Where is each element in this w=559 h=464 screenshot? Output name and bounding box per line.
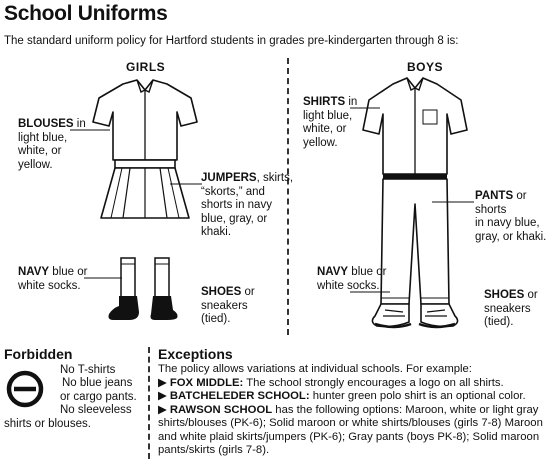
boys-socks-pointer — [350, 290, 390, 300]
boys-pants-label: PANTS or shorts in navy blue, gray, or khaki. — [475, 190, 547, 243]
exception-rawson-line-3: and white plaid skirts/jumpers (PK-6); Gray pants (boys PK-8); Solid maroon — [158, 430, 540, 443]
boys-socks-label: NAVY blue or white socks. — [317, 266, 387, 292]
girls-socks-label: NAVY blue or white socks. — [18, 266, 88, 292]
page-title: School Uniforms — [4, 2, 168, 25]
exception-rawson-line-4: pants/skirts (girls 7-8). — [158, 444, 270, 456]
forbidden-line-1: No T-shirts — [60, 364, 116, 376]
exception-batcheleder: ▶ BATCHELEDER SCHOOL: hunter green polo shirt is an optional color. — [158, 390, 526, 402]
boys-pants-pointer — [432, 200, 474, 210]
forbidden-line-5: shirts or blouses. — [4, 418, 91, 430]
boys-shirts-pointer — [350, 106, 380, 116]
exception-rawson: ▶ RAWSON SCHOOL has the following options: Maroon, white or light gray — [158, 403, 539, 416]
girls-uniform-illustration — [85, 78, 205, 338]
girls-heading: GIRLS — [126, 60, 166, 74]
forbidden-line-2: No blue jeans — [62, 377, 133, 389]
girls-shoes-label: SHOES or sneakers (tied). — [201, 286, 255, 325]
page-subtitle: The standard uniform policy for Hartford students in grades pre-kindergarten through 8 is: — [4, 35, 459, 47]
girls-socks-pointer — [84, 276, 122, 286]
exceptions-body — [158, 363, 558, 458]
girls-blouses-pointer — [70, 128, 110, 138]
exceptions-heading: Exceptions — [158, 346, 233, 362]
forbidden-heading: Forbidden — [4, 346, 73, 362]
boys-heading: BOYS — [407, 60, 444, 74]
prohibited-icon — [6, 370, 44, 408]
girls-blouses-label: BLOUSES in light blue, white, or yellow. — [18, 118, 86, 171]
boys-shoes-label: SHOES or sneakers (tied). — [484, 289, 538, 328]
boys-shirts-label: SHIRTS in light blue, white, or yellow. — [303, 96, 358, 149]
exception-fox-middle: ▶ FOX MIDDLE: The school strongly encourages a logo on all shirts. — [158, 376, 504, 389]
section-divider — [148, 347, 150, 459]
forbidden-line-4: No sleeveless — [60, 404, 132, 416]
girls-jumpers-pointer — [170, 182, 202, 192]
exception-rawson-line-2: shirts/blouses (PK-6); Solid maroon or white shirts/blouses (girls 7-8) Maroon — [158, 417, 543, 429]
exceptions-intro: The policy allows variations at individual schools. For example: — [158, 363, 472, 375]
forbidden-line-3: or cargo pants. — [60, 391, 137, 403]
girls-jumpers-label: JUMPERS, skirts, “skorts,” and shorts in navy blue, gray, or khaki. — [201, 172, 294, 238]
